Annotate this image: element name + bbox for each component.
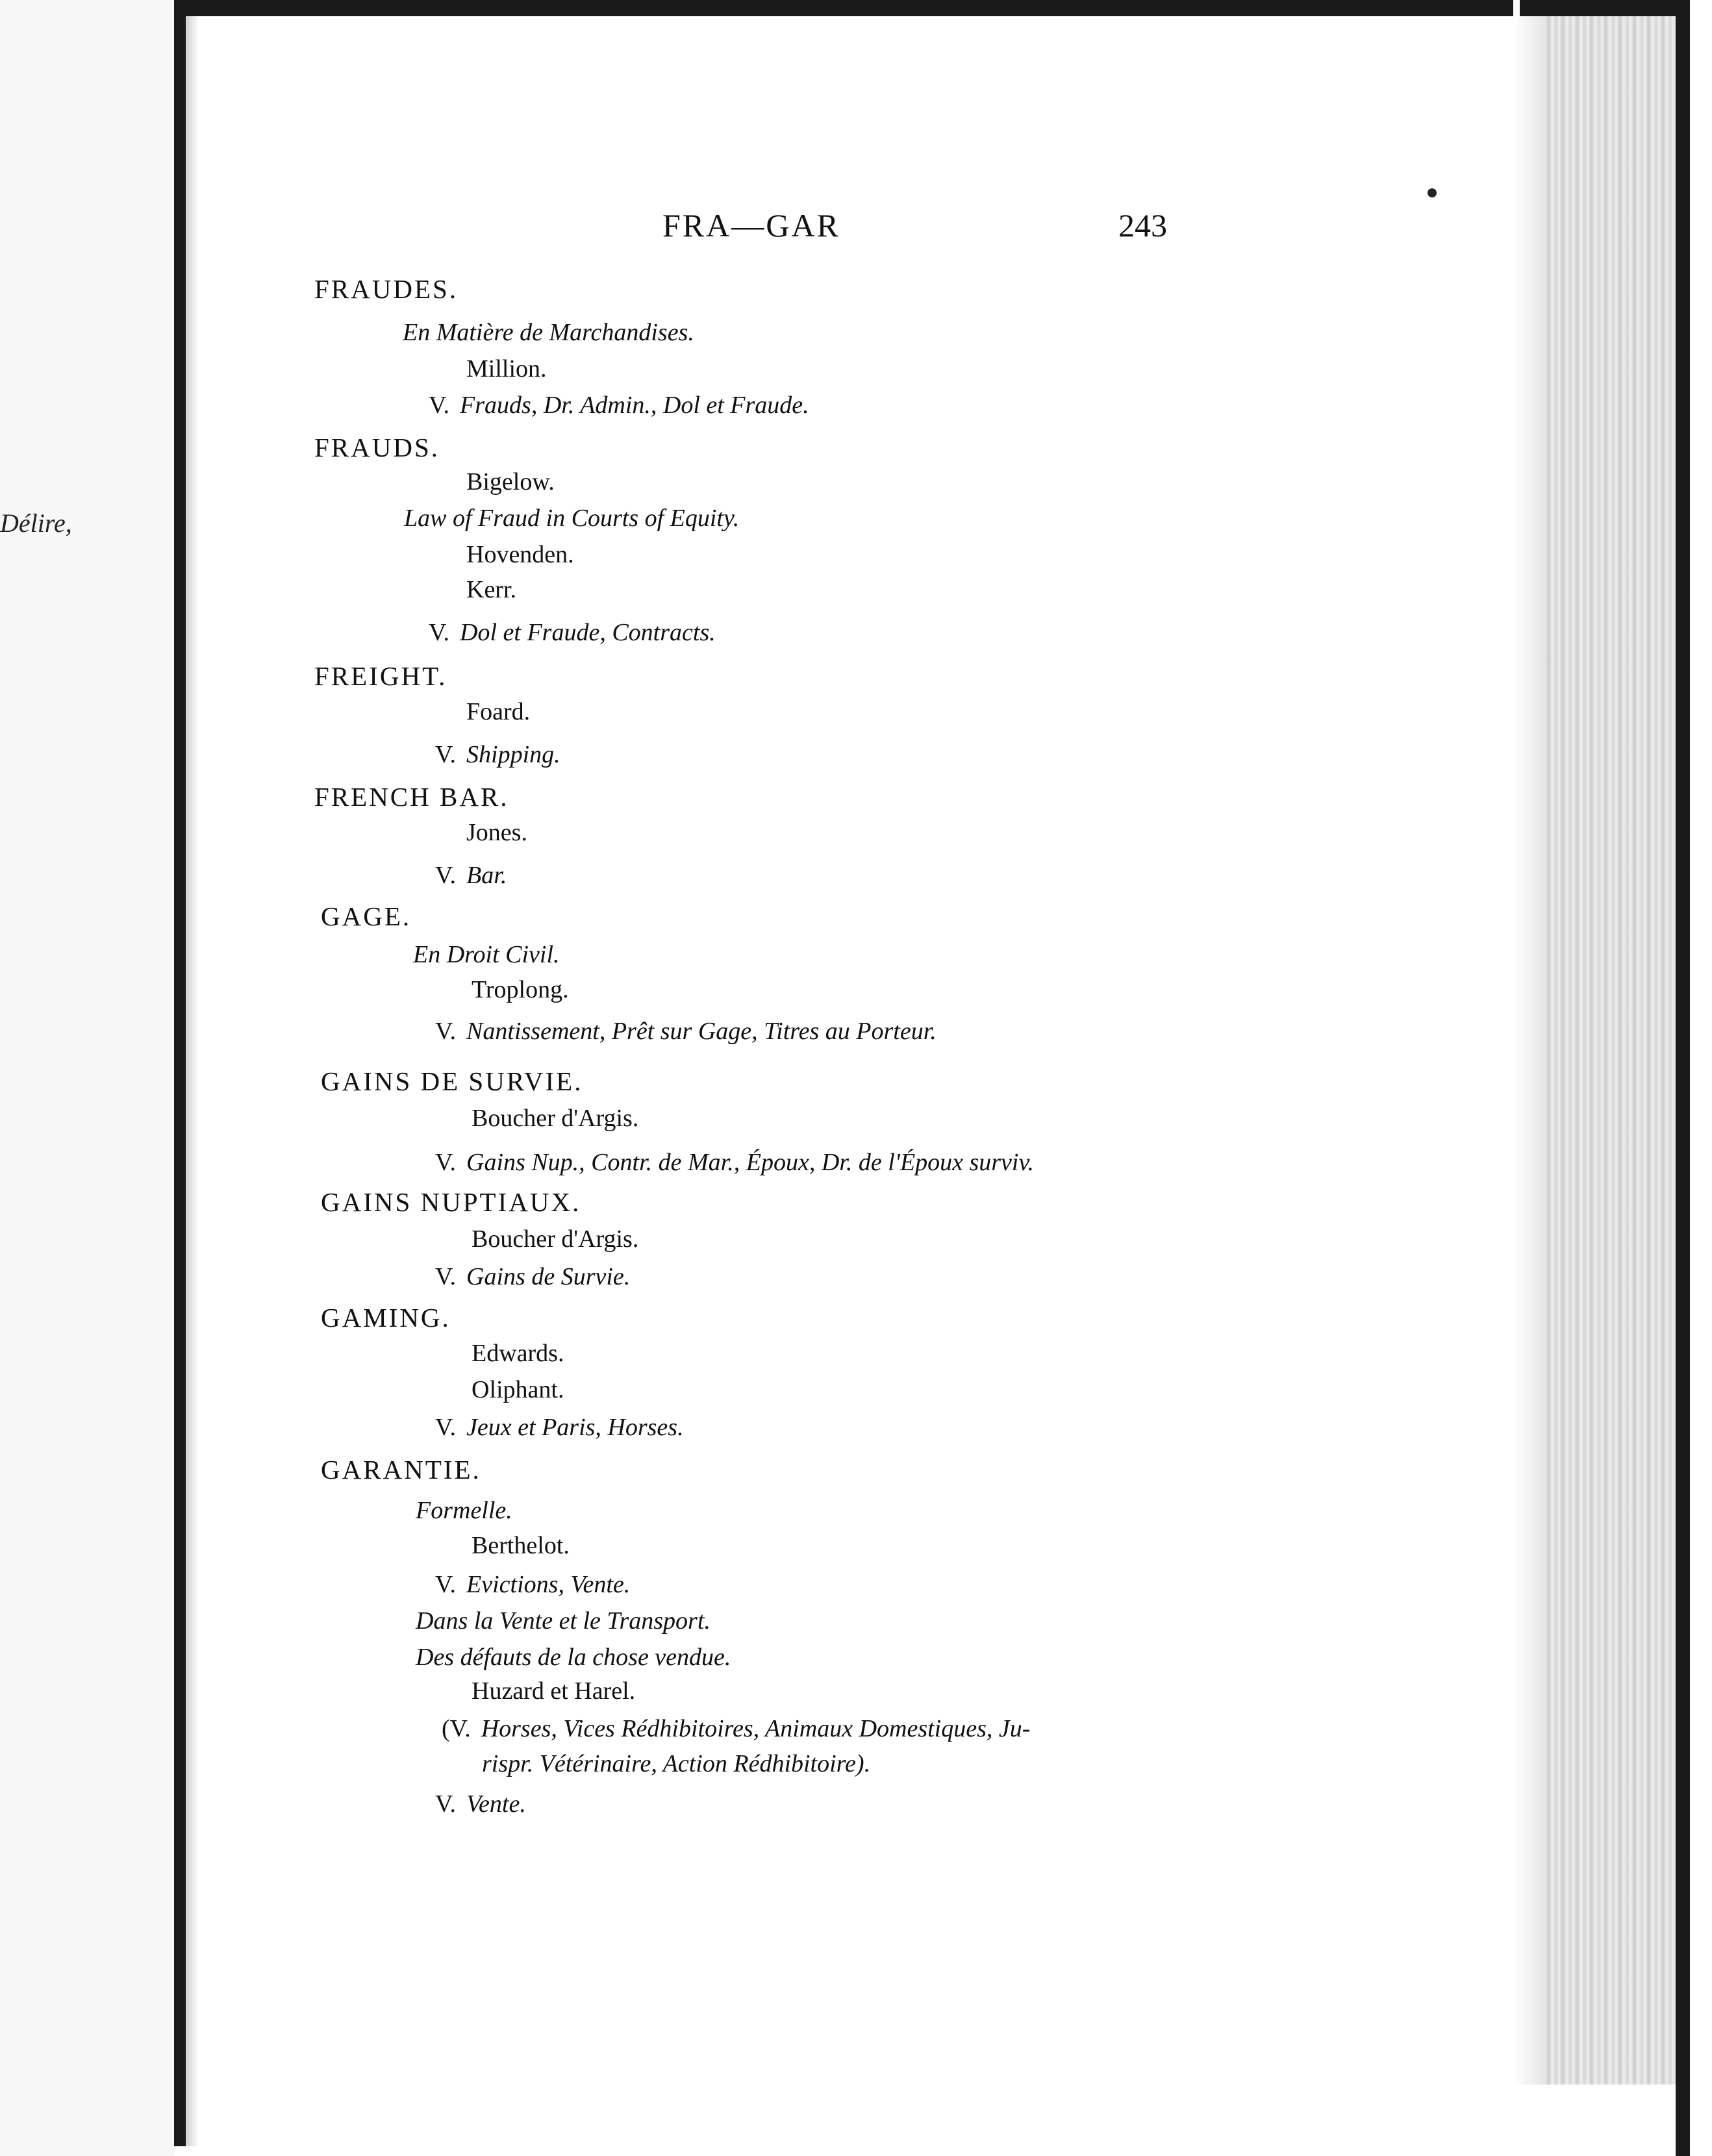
running-head: FRA—GAR xyxy=(662,207,840,244)
cross-reference xyxy=(435,1264,630,1289)
v-label: V. xyxy=(435,741,457,768)
author: Million. xyxy=(466,355,547,382)
right-edge xyxy=(1676,0,1690,2156)
subheading: Dans la Vente et le Transport. xyxy=(416,1607,711,1635)
book-gutter xyxy=(174,16,186,2146)
subheading: En Matière de Marchandises. xyxy=(403,319,694,346)
cross-reference-text: Horses, Vices Rédhibitoires, Animaux Domestiques, Ju- xyxy=(481,1715,1031,1742)
cross-reference xyxy=(442,1716,1030,1741)
subheading: Des défauts de la chose vendue. xyxy=(416,1644,731,1671)
cross-reference xyxy=(435,1150,1034,1175)
v-label: V. xyxy=(435,862,457,889)
cross-reference-text: Gains de Survie. xyxy=(466,1263,631,1290)
author: Bigelow. xyxy=(466,468,555,495)
v-label: (V. xyxy=(442,1715,471,1742)
v-label: V. xyxy=(429,392,450,419)
author: Oliphant. xyxy=(472,1376,564,1403)
cross-reference-text: Shipping. xyxy=(466,741,560,768)
entry-head-frauds: FRAUDS. xyxy=(314,432,440,462)
entry-head-gage: GAGE. xyxy=(321,901,412,931)
top-edge xyxy=(174,0,1525,16)
subheading: En Droit Civil. xyxy=(413,941,560,968)
author: Boucher d'Argis. xyxy=(472,1105,639,1132)
v-label: V. xyxy=(435,1571,457,1598)
v-label: V. xyxy=(435,1018,457,1045)
cross-reference-text: Bar. xyxy=(466,862,507,889)
cross-reference xyxy=(429,620,716,645)
cross-reference-text: Frauds, Dr. Admin., Dol et Fraude. xyxy=(460,392,809,419)
v-label: V. xyxy=(435,1149,457,1176)
ink-speck xyxy=(1426,186,1438,199)
top-right-edge xyxy=(1520,0,1689,16)
cross-reference xyxy=(435,1572,630,1597)
page-edge-shadow xyxy=(1513,0,1547,2085)
entry-head-french-bar: FRENCH BAR. xyxy=(314,782,509,812)
cross-reference-text: Vente. xyxy=(466,1790,526,1818)
author: Troplong. xyxy=(472,976,569,1003)
entry-head-gains-de-survie: GAINS DE SURVIE. xyxy=(321,1066,583,1096)
author: Edwards. xyxy=(472,1340,564,1367)
cross-reference xyxy=(435,1415,684,1440)
author: Boucher d'Argis. xyxy=(472,1225,639,1253)
left-page-fragment: Délire, xyxy=(0,508,72,538)
cross-reference-text: Dol et Fraude, Contracts. xyxy=(460,619,716,646)
author: Foard. xyxy=(466,698,531,725)
page-number: 243 xyxy=(1118,207,1167,244)
cross-reference xyxy=(435,863,507,888)
entry-head-fraudes: FRAUDES. xyxy=(314,274,459,304)
cross-reference-text: Evictions, Vente. xyxy=(466,1571,631,1598)
author: Huzard et Harel. xyxy=(472,1677,636,1705)
left-page-edge xyxy=(0,0,174,2156)
entry-head-freight: FREIGHT. xyxy=(314,661,447,691)
author: Berthelot. xyxy=(472,1532,570,1559)
entry-head-gains-nuptiaux: GAINS NUPTIAUX. xyxy=(321,1187,581,1217)
cross-reference-text: Jeux et Paris, Horses. xyxy=(466,1414,684,1441)
subheading: Law of Fraud in Courts of Equity. xyxy=(404,505,740,532)
author: Jones. xyxy=(466,819,527,846)
v-label: V. xyxy=(435,1414,457,1441)
gutter-shadow xyxy=(186,16,199,2146)
v-label: V. xyxy=(435,1263,457,1290)
cross-reference xyxy=(435,1019,937,1044)
entry-head-gaming: GAMING. xyxy=(321,1303,451,1333)
v-label: V. xyxy=(429,619,450,646)
v-label: V. xyxy=(435,1790,457,1818)
author: Hovenden. xyxy=(466,541,574,568)
cross-reference-text: Nantissement, Prêt sur Gage, Titres au Porteur. xyxy=(466,1018,937,1045)
page-edge-stack xyxy=(1546,0,1676,2085)
cross-reference xyxy=(435,1792,526,1816)
cross-reference xyxy=(429,393,809,418)
cross-reference-text: Gains Nup., Contr. de Mar., Époux, Dr. de l'Époux surviv. xyxy=(466,1149,1035,1176)
subheading: Formelle. xyxy=(416,1497,512,1524)
author: Kerr. xyxy=(466,576,517,603)
cross-reference-continuation: rispr. Vétérinaire, Action Rédhibitoire). xyxy=(482,1750,871,1777)
entry-head-garantie: GARANTIE. xyxy=(321,1455,481,1485)
cross-reference xyxy=(435,742,560,767)
